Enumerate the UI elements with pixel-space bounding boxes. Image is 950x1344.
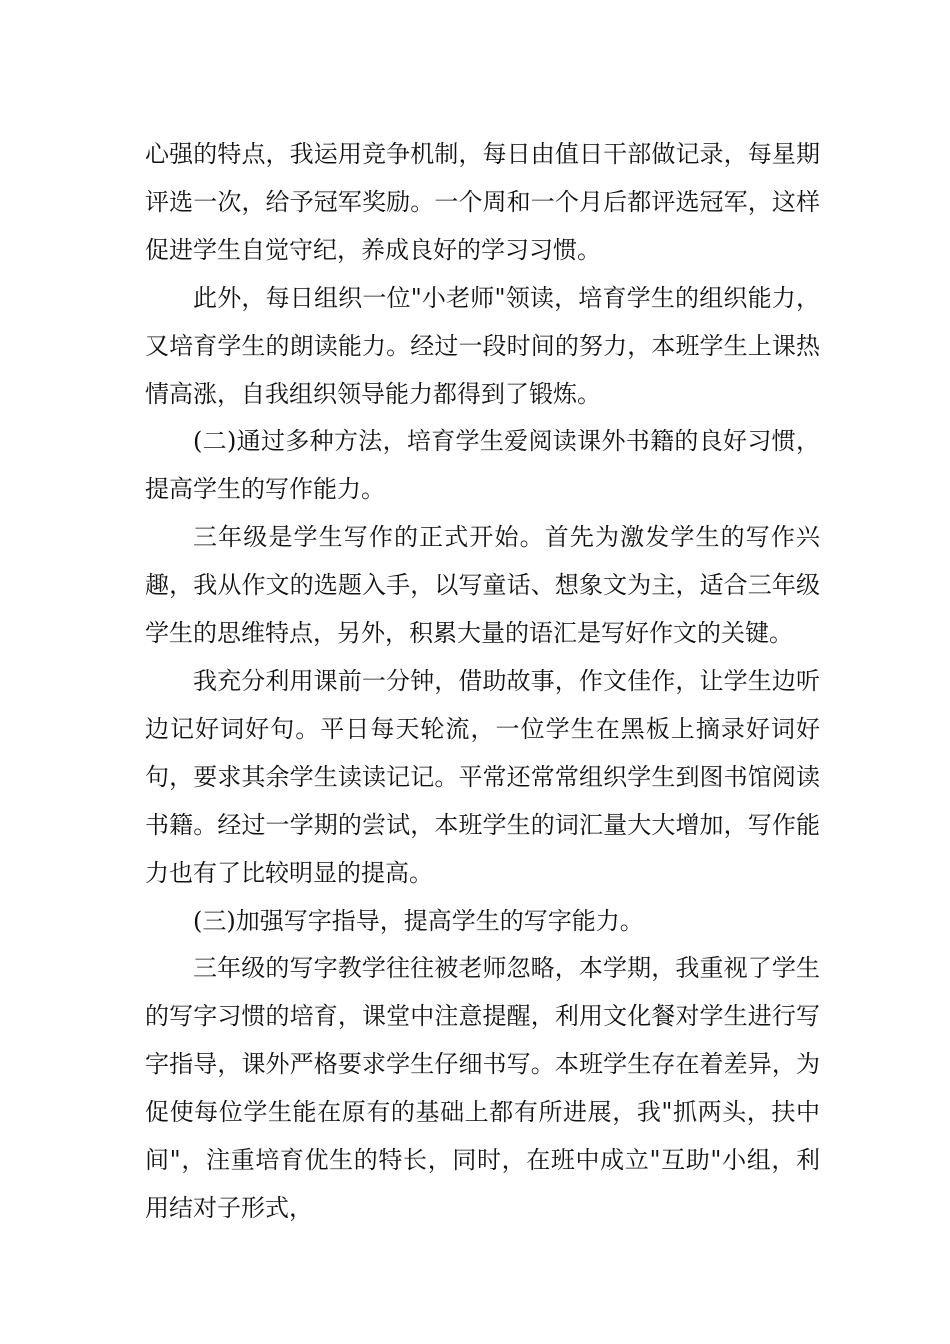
paragraph-5: 我充分利用课前一分钟，借助故事，作文佳作，让学生边听边记好词好句。平日每天轮流，一位学生在黑板上摘录好词好句，要求其余学生读读记记。平常还常常组织学生到图书馆阅读书籍。经过一学期的尝试，本班学生的词汇量大大增加，写作能力也有了比较明显的提高。	[145, 666, 820, 887]
paragraph-3-heading: (二)通过多种方法，培育学生爱阅读课外书籍的良好习惯，提高学生的写作能力。	[145, 427, 820, 504]
paragraph-6-heading: (三)加强写字指导，提高学生的写字能力。	[193, 906, 644, 935]
document-body	[145, 131, 820, 1233]
paragraph-4: 三年级是学生写作的正式开始。首先为激发学生的写作兴趣，我从作文的选题入手，以写童话、想象文为主，适合三年级学生的思维特点，另外，积累大量的语汇是写好作文的关键。	[145, 523, 820, 648]
paragraph-1: 心强的特点，我运用竞争机制，每日由值日干部做记录，每星期评选一次，给予冠军奖励。一个周和一个月后都评选冠军，这样促进学生自觉守纪，养成良好的学习习惯。	[145, 140, 820, 264]
paragraph-7: 三年级的写字教学往往被老师忽略，本学期，我重视了学生的写字习惯的培育，课堂中注意提醒，利用文化餐对学生进行写字指导，课外严格要求学生仔细书写。本班学生存在着差异，为促使每位学生能在原有的基础上都有所进展，我"抓两头，扶中间"，注重培育优生的特长，同时，在班中成立"互助"小组，利用结对子形式，	[145, 954, 820, 1222]
paragraph-2: 此外，每日组织一位"小老师"领读，培育学生的组织能力，又培育学生的朗读能力。经过一段时间的努力，本班学生上课热情高涨，自我组织领导能力都得到了锻炼。	[145, 283, 820, 408]
